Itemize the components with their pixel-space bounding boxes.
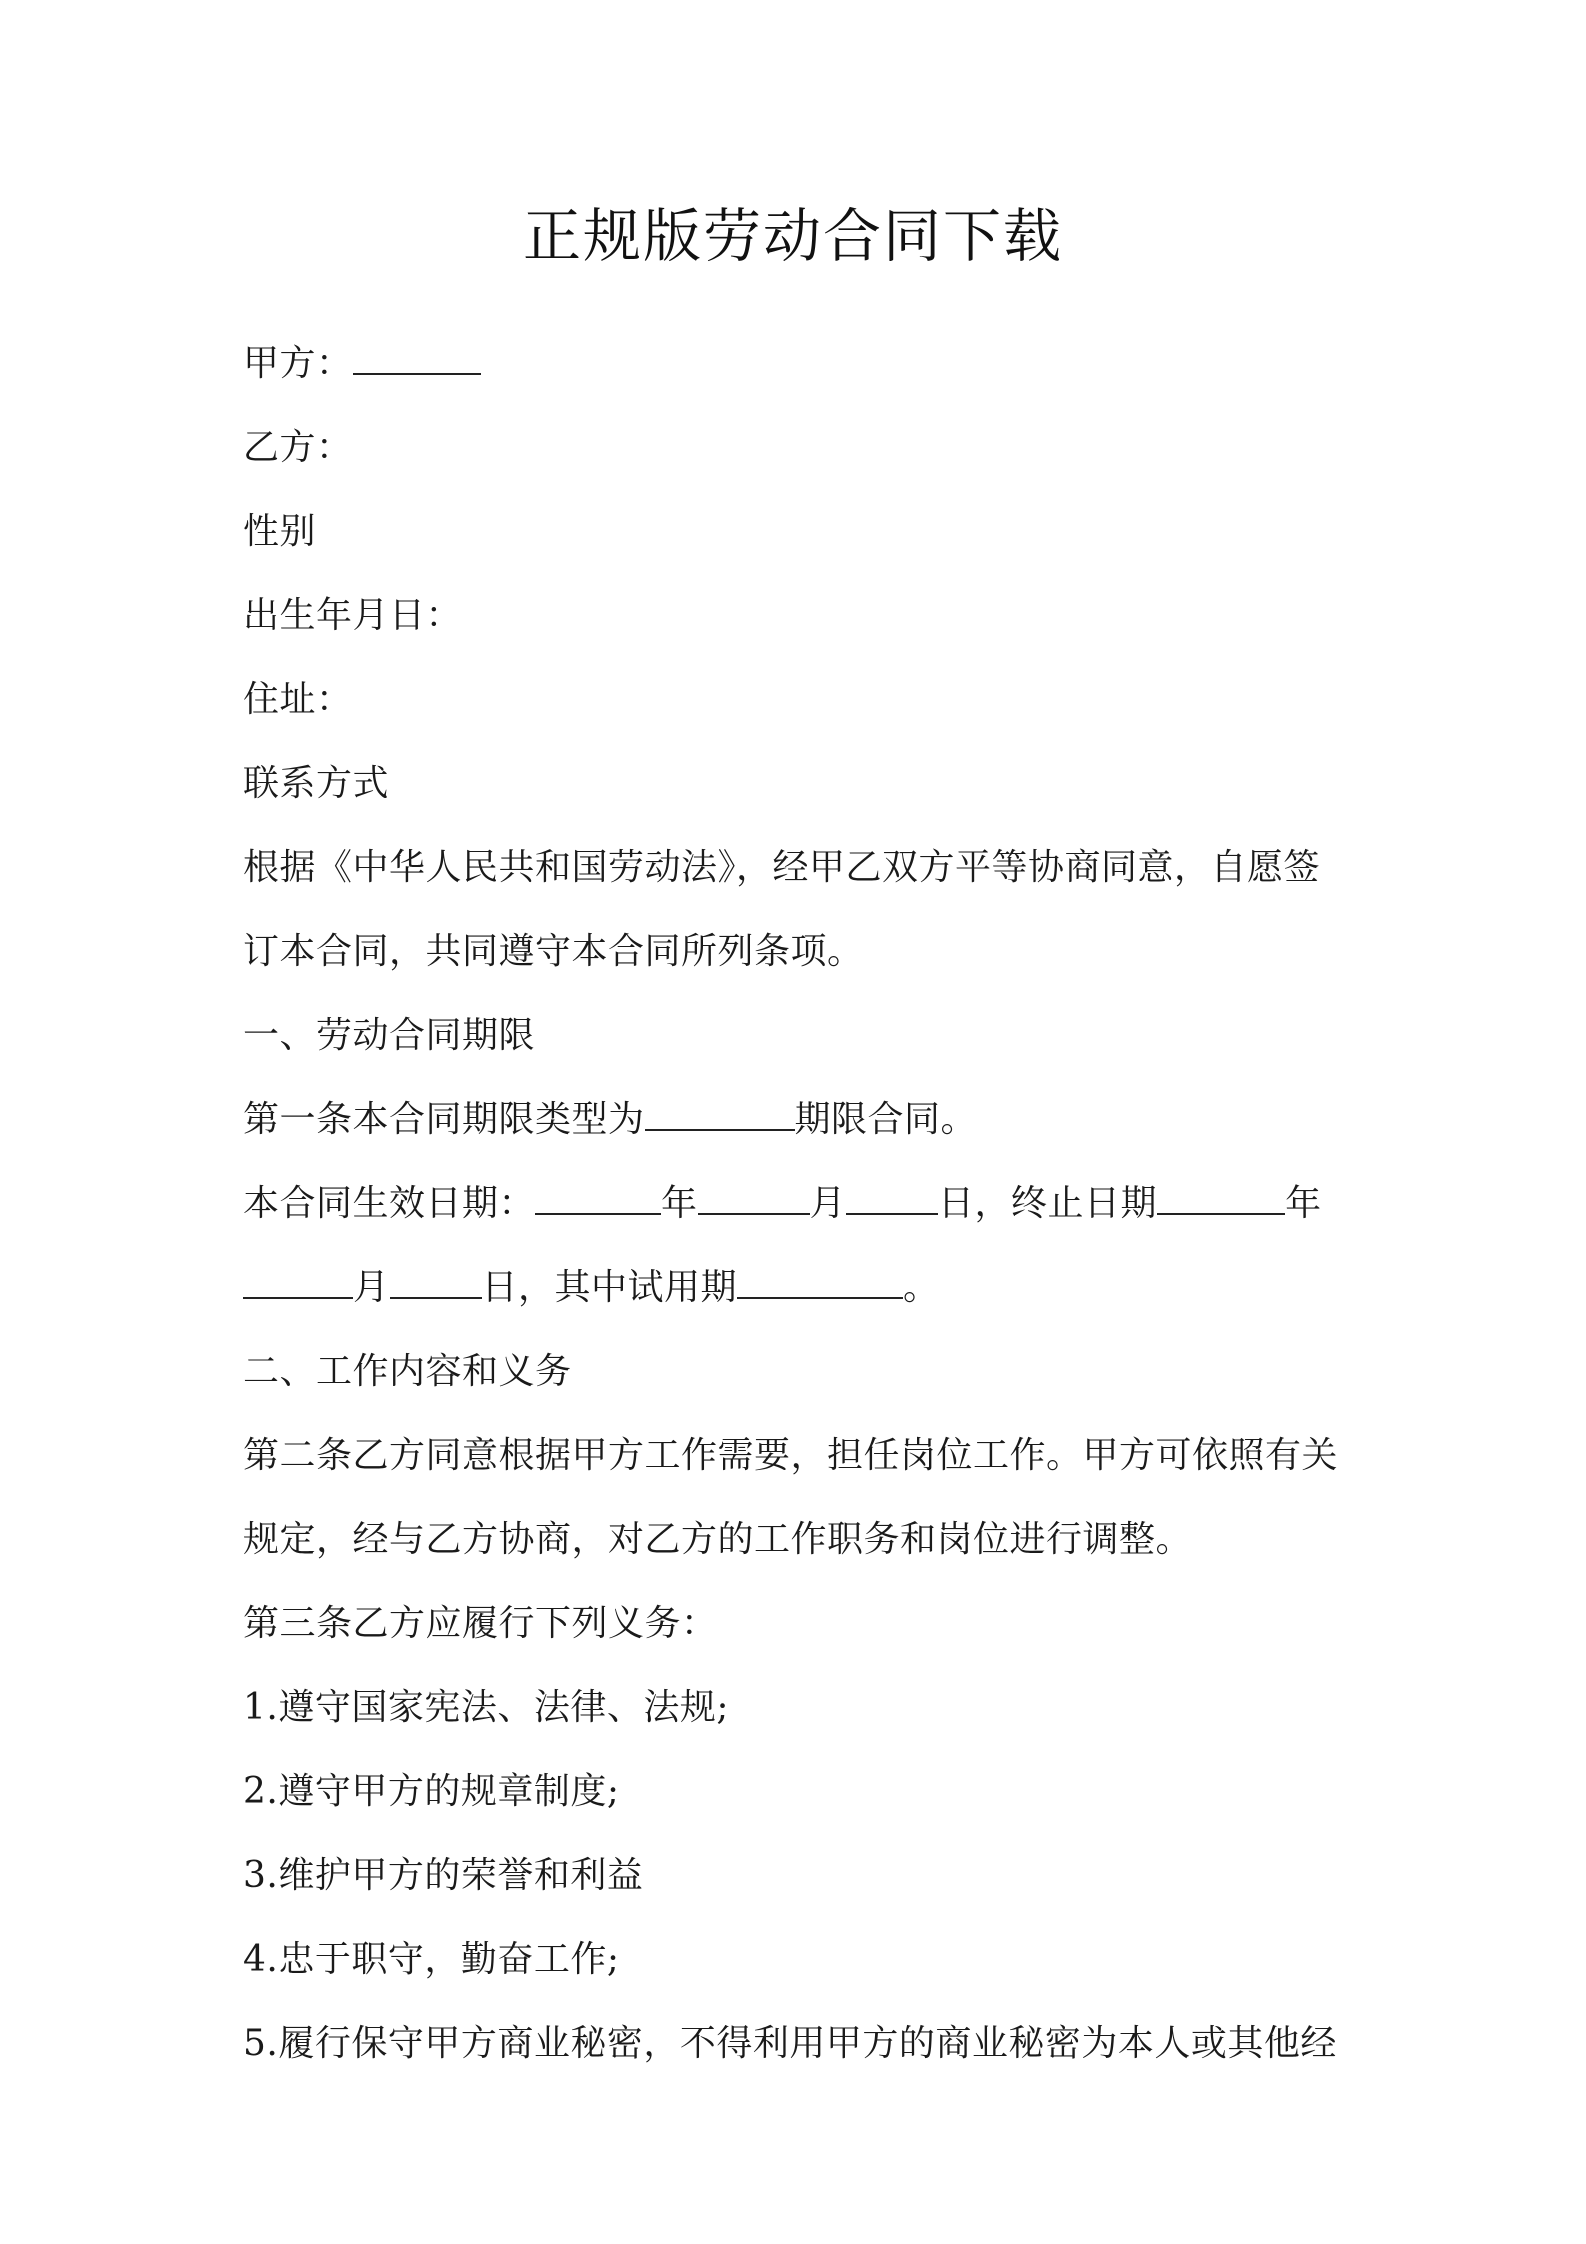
line-text: 4.忠于职守，勤奋工作; (243, 1939, 620, 1980)
line-text: 第二条乙方同意根据甲方工作需要，担任岗位工作。甲方可依照有关 (243, 1435, 1339, 1476)
line-address (243, 658, 1363, 742)
line-text: 一、劳动合同期限 (243, 1015, 536, 1056)
line-end-date (243, 1246, 1363, 1330)
line-text: 本合同生效日期： (243, 1183, 536, 1224)
line-text: 2.遵守甲方的规章制度; (243, 1771, 620, 1812)
line-party-a (243, 322, 1363, 406)
line-section-1 (243, 994, 1363, 1078)
line-article-3 (243, 1582, 1363, 1666)
fill-in-blank (846, 1183, 938, 1215)
line-text: 月 (809, 1183, 847, 1224)
line-text: 规定，经与乙方协商，对乙方的工作职务和岗位进行调整。 (243, 1519, 1193, 1560)
line-text: 年 (661, 1183, 698, 1224)
line-text: 住址： (243, 679, 353, 720)
line-text: 性别 (243, 511, 317, 552)
line-text: 期限合同。 (794, 1099, 978, 1140)
line-text: 年 (1285, 1183, 1322, 1224)
document-body (243, 322, 1363, 2086)
fill-in-blank (1157, 1183, 1285, 1215)
line-text: 联系方式 (243, 763, 390, 804)
line-text: 日，其中试用期 (481, 1267, 738, 1308)
line-contact (243, 742, 1363, 826)
line-text: 第三条乙方应履行下列义务： (243, 1603, 718, 1644)
line-duty-3 (243, 1834, 1363, 1918)
line-text: 月 (353, 1267, 390, 1308)
line-duty-2 (243, 1750, 1363, 1834)
line-text: 甲方： (243, 343, 353, 384)
line-preamble-2 (243, 910, 1363, 994)
line-birthdate (243, 574, 1363, 658)
fill-in-blank (645, 1099, 795, 1131)
line-gender (243, 490, 1363, 574)
line-text: 根据《中华人民共和国劳动法》，经甲乙双方平等协商同意，自愿签 (243, 847, 1321, 888)
line-effective-date (243, 1162, 1363, 1246)
line-text: 二、工作内容和义务 (243, 1351, 572, 1392)
line-article-2-2 (243, 1498, 1363, 1582)
line-article-2-1 (243, 1414, 1363, 1498)
line-duty-5 (243, 2002, 1363, 2086)
line-text: 1.遵守国家宪法、法律、法规; (243, 1687, 729, 1728)
fill-in-blank (535, 1183, 661, 1215)
line-text: 出生年月日： (243, 595, 463, 636)
line-text: 日，终止日期 (938, 1183, 1158, 1224)
line-duty-1 (243, 1666, 1363, 1750)
line-text: 订本合同，共同遵守本合同所列条项。 (243, 931, 864, 972)
fill-in-blank (353, 343, 481, 375)
line-text: 乙方： (243, 427, 353, 468)
line-text: 。 (903, 1267, 940, 1308)
line-text: 3.维护甲方的荣誉和利益 (243, 1855, 644, 1896)
fill-in-blank (698, 1183, 810, 1215)
line-party-b (243, 406, 1363, 490)
line-article-1 (243, 1078, 1363, 1162)
fill-in-blank (737, 1267, 903, 1299)
fill-in-blank (243, 1267, 353, 1299)
fill-in-blank (390, 1267, 482, 1299)
line-text: 第一条本合同期限类型为 (243, 1099, 645, 1140)
line-section-2 (243, 1330, 1363, 1414)
line-duty-4 (243, 1918, 1363, 2002)
line-preamble-1 (243, 826, 1363, 910)
document-title: 正规版劳动合同下载 (522, 202, 1063, 270)
line-text: 5.履行保守甲方商业秘密，不得利用甲方的商业秘密为本人或其他经 (243, 2023, 1337, 2064)
